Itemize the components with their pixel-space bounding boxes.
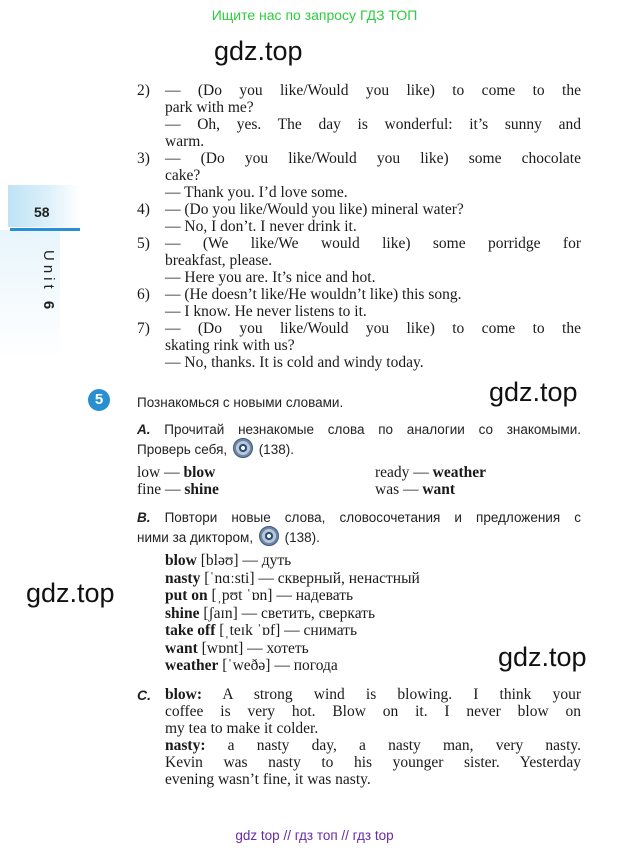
exercise-number-badge: 5: [88, 389, 110, 411]
task-b-track: (138).: [284, 530, 320, 545]
word-pair: ready — weather: [375, 464, 487, 481]
example-text: coffee is very hot. Blow on it. I never blow on: [165, 703, 581, 720]
example-line: [165, 737, 581, 754]
vocab-entry: [165, 640, 309, 657]
watermark: gdz.top: [498, 642, 587, 672]
vocab-entry: [165, 552, 291, 569]
known-word: fine: [137, 481, 162, 498]
dialogue-line: — (He doesn’t like/He wouldn’t like) this song.: [165, 286, 462, 303]
watermark: gdz.top: [214, 36, 303, 66]
vocab-definition: [ˌpʊt ˈɒn] — надевать: [211, 587, 354, 604]
task-b-line-1: [137, 509, 581, 526]
exercise-title: Познакомься с новыми словами.: [137, 395, 344, 410]
task-a-instruction: Прочитай незнакомые слова по аналогии со знакомыми.: [164, 422, 581, 437]
dialogue-line: — (Do you like/Would you like) to come to the: [165, 82, 581, 99]
task-b-line-2: [137, 526, 320, 546]
item-number: 7): [137, 320, 150, 337]
example-keyword: nasty:: [165, 737, 206, 754]
dialogue-line: — Oh, yes. The day is wonderful: it’s sunny and: [165, 116, 581, 133]
item-number: 2): [137, 82, 150, 99]
dialogue-line: — Thank you. I’d love some.: [165, 184, 348, 201]
vocab-word: take off: [165, 622, 216, 639]
vocab-definition: [ˌteɪk ˈɒf] — снимать: [219, 622, 358, 639]
footer-links[interactable]: gdz top // гдз топ // гдз top: [235, 828, 394, 843]
vocab-entry: [165, 570, 420, 587]
vocab-definition: [ʃaɪn] — светить, сверкать: [203, 604, 376, 622]
dialogue-line: skating rink with us?: [165, 337, 295, 354]
item-number: 6): [137, 286, 150, 303]
task-a-track: (138).: [258, 442, 294, 457]
page-number: 58: [34, 204, 50, 220]
task-a-letter: A.: [137, 422, 151, 437]
dialogue-line: — (Do you like/Would you like) some chocolate: [165, 150, 581, 167]
dialogue-line: breakfast, please.: [165, 252, 273, 269]
example-text: evening wasn’t fine, it was nasty.: [165, 771, 371, 788]
vocab-entry: [165, 605, 375, 622]
example-line: [165, 703, 581, 720]
task-c-letter: C.: [137, 687, 151, 703]
vocab-definition: [ˈweðə] — погода: [222, 657, 338, 674]
example-keyword: blow:: [165, 686, 203, 703]
vocab-word: blow: [165, 552, 197, 569]
vocab-entry: [165, 657, 338, 674]
dialogue-line: park with me?: [165, 99, 254, 116]
new-word: want: [422, 481, 456, 498]
dialogue-line: — I know. He never listens to it.: [165, 303, 367, 320]
top-banner[interactable]: Ищите нас по запросу ГДЗ ТОП: [211, 7, 418, 23]
vocab-word: nasty: [165, 569, 201, 587]
dialogue-line: — (We like/We would like) some porridge for: [165, 235, 581, 252]
vocab-definition: [bləʊ] — дуть: [200, 552, 292, 569]
task-b-instruction: Повтори новые слова, словосочетания и предложения с: [164, 510, 581, 525]
unit-number: 6: [40, 300, 57, 314]
example-line: [165, 754, 581, 771]
dialogue-line: — No, I don’t. I never drink it.: [165, 218, 357, 235]
item-number: 5): [137, 235, 150, 252]
dialogue-line: — Here you are. It’s nice and hot.: [165, 269, 376, 286]
example-text: my tea to make it colder.: [165, 720, 319, 737]
example-line: [165, 771, 371, 788]
audio-cd-icon[interactable]: [259, 526, 279, 546]
new-word: blow: [183, 464, 216, 481]
vocab-word: want: [165, 639, 198, 657]
page-tab-line: [10, 228, 80, 231]
new-word: weather: [432, 464, 487, 481]
dialogue-line: warm.: [165, 133, 205, 150]
task-a-line-2: [137, 438, 294, 458]
new-word: shine: [184, 481, 219, 498]
example-line: [165, 720, 318, 737]
vocab-definition: [ˈnɑːsti] — скверный, ненастный: [204, 569, 420, 587]
unit-word: Unit: [40, 250, 57, 293]
example-line: [165, 686, 581, 703]
example-text: Kevin was nasty to his younger sister. Yesterday: [165, 754, 581, 771]
known-word: low: [137, 464, 161, 481]
dialogue-line: — (Do you like/Would you like) to come to the: [165, 320, 581, 337]
vocab-definition: [wɒnt] — хотеть: [201, 639, 309, 657]
watermark: gdz.top: [26, 578, 115, 608]
word-pair: low — blow: [137, 464, 216, 481]
vocab-entry: [165, 622, 357, 639]
audio-cd-icon[interactable]: [233, 438, 253, 458]
item-number: 3): [137, 150, 150, 167]
unit-label: [35, 250, 57, 340]
vocab-word: shine: [165, 604, 200, 622]
example-text: A strong wind is blowing. I think your: [202, 686, 581, 703]
word-pair: was — want: [375, 481, 456, 498]
watermark: gdz.top: [489, 377, 578, 407]
task-b-letter: B.: [137, 510, 151, 525]
dialogue-line: — (Do you like/Would you like) mineral water?: [165, 201, 464, 218]
vocab-entry: [165, 587, 353, 604]
dialogue-line: cake?: [165, 167, 201, 184]
word-pair: fine — shine: [137, 481, 219, 498]
item-number: 4): [137, 201, 150, 218]
task-b-check-text: ними за диктором,: [137, 530, 254, 545]
example-text: a nasty day, a nasty man, very nasty.: [205, 737, 581, 754]
known-word: ready: [375, 464, 410, 481]
task-a-line-1: [137, 421, 581, 438]
dialogue-line: — No, thanks. It is cold and windy today.: [165, 354, 424, 371]
known-word: was: [375, 481, 400, 498]
vocab-word: weather: [165, 657, 219, 674]
vocab-word: put on: [165, 587, 208, 604]
task-a-check-text: Проверь себя,: [137, 442, 228, 457]
